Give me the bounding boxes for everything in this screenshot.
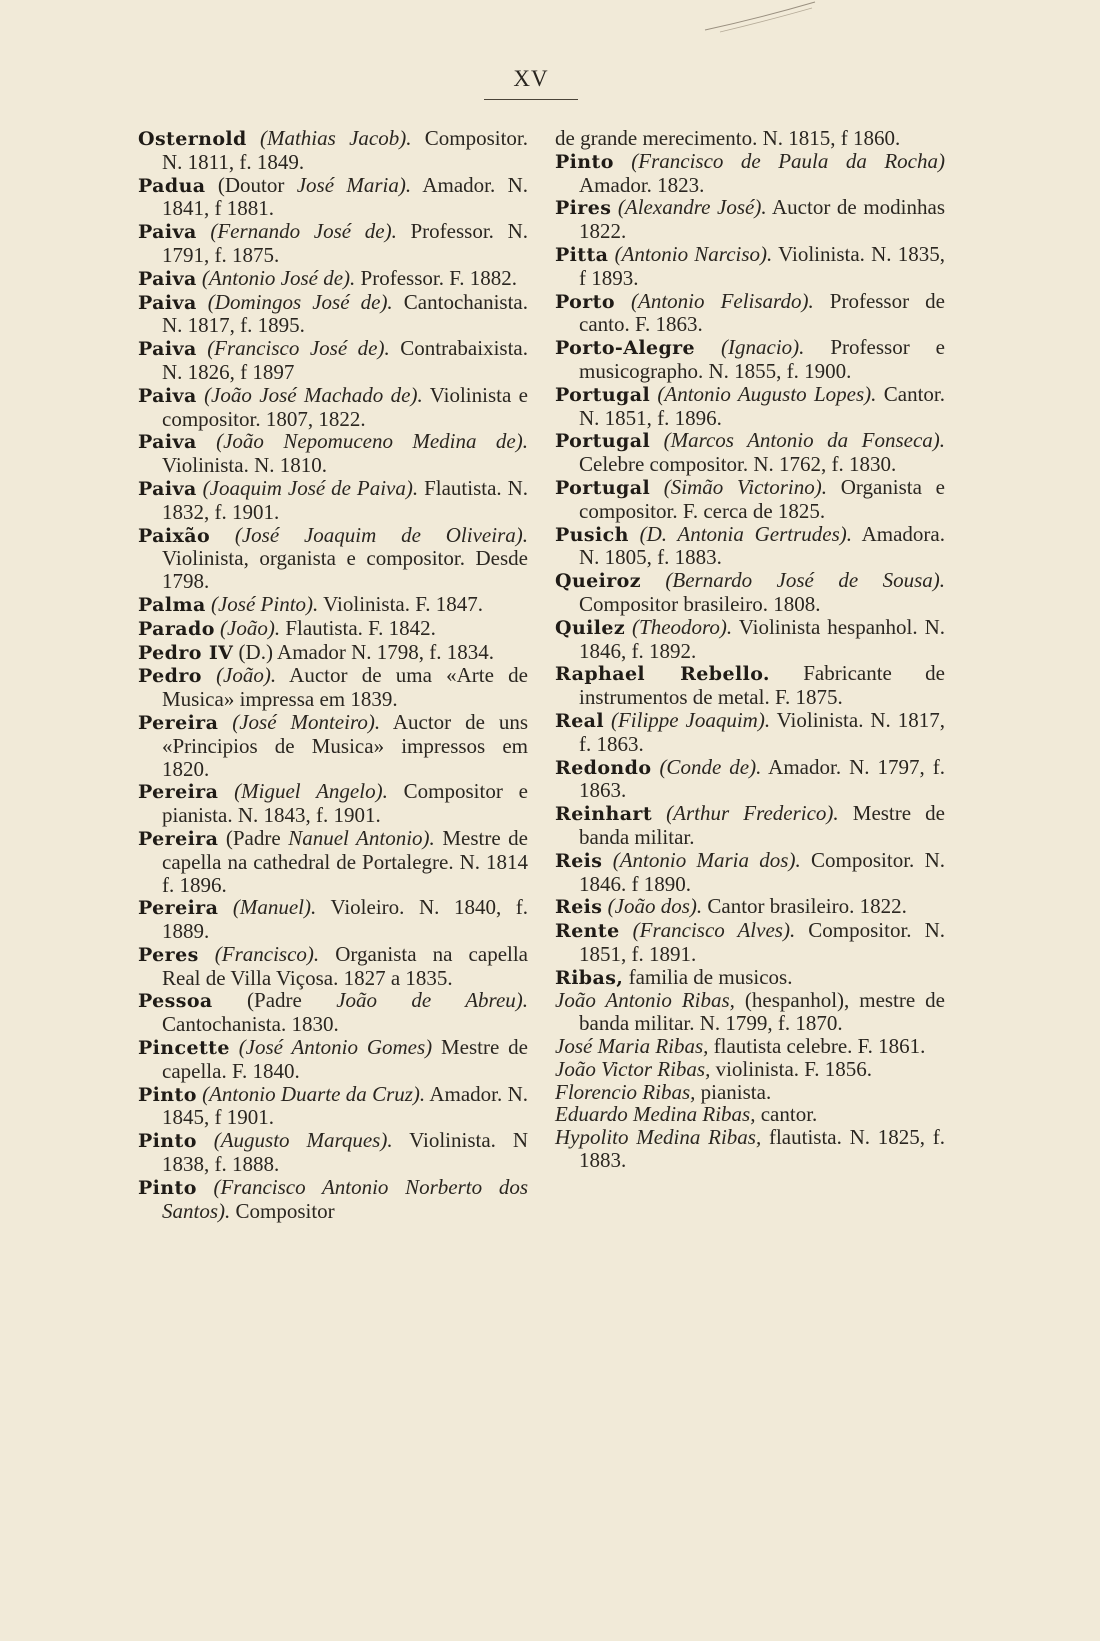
entry-name: Florencio Ribas,: [555, 1079, 696, 1104]
entry-details: Contrabaixista. N. 1826, f 1897: [162, 336, 528, 384]
entry-details: Amador. 1823.: [579, 172, 705, 197]
dictionary-entry: [555, 895, 945, 919]
dictionary-entry: [138, 524, 528, 593]
entry-details: pianista.: [695, 1079, 772, 1104]
entry-details: Compositor. N. 1846. f 1890.: [579, 847, 946, 896]
dictionary-entry: [138, 127, 528, 174]
entry-details: Compositor e pianista. N. 1843, f. 1901.: [162, 779, 529, 828]
dictionary-entry: [138, 174, 528, 221]
dictionary-entry: [555, 709, 945, 756]
entry-name: (Bernardo José de Sousa).: [665, 568, 945, 593]
entry-details: flautista celebre. F. 1861.: [708, 1034, 926, 1059]
entry-details: Celebre compositor. N. 1762, f. 1830.: [579, 452, 897, 477]
dictionary-entry: [138, 593, 528, 617]
entry-details: Amadora. N. 1805, f. 1883.: [579, 521, 945, 570]
entry-headword: Pereira: [138, 711, 219, 734]
entry-name: (Simão Victorino).: [663, 474, 827, 499]
entry-headword: Pinto: [138, 1176, 197, 1199]
entry-details: Fabricante de instrumentos de metal. F. 1875.: [579, 661, 945, 710]
entry-headword: Paiva: [138, 384, 197, 407]
entry-details: familia de musicos.: [623, 964, 793, 989]
entry-details: flautista. N. 1825, f. 1883.: [579, 1125, 945, 1173]
entry-name: (José Monteiro).: [232, 709, 381, 734]
entry-name: (João dos).: [607, 894, 703, 919]
dictionary-entry: [555, 802, 945, 849]
entry-details: Mestre de banda militar.: [579, 801, 946, 849]
entry-headword: Rente: [555, 920, 620, 943]
dictionary-entry: [555, 383, 945, 430]
dictionary-entry: [138, 617, 528, 641]
dictionary-entry: [138, 1083, 528, 1130]
entry-name: João de Abreu).: [336, 988, 529, 1013]
dictionary-entry: [555, 1126, 945, 1172]
entry-headword: Portugal: [555, 430, 651, 453]
dictionary-entry: [138, 1036, 528, 1083]
entry-name: Nanuel Antonio).: [288, 825, 435, 850]
entry-details: Flautista. F. 1842.: [280, 615, 436, 640]
entry-headword: Pessoa: [138, 990, 213, 1013]
entry-name: (José Antonio Gomes): [238, 1035, 433, 1060]
entry-details: Violinista hespanhol. N. 1846, f. 1892.: [579, 614, 945, 663]
entry-details: (Doutor: [205, 172, 297, 197]
entry-name: (José Pinto).: [210, 591, 319, 616]
dictionary-entry: [555, 243, 945, 290]
dictionary-entry: [138, 664, 528, 711]
entry-headword: Palma: [138, 593, 206, 616]
entry-name: (Francisco Antonio Norberto dos Santos).: [162, 1174, 528, 1223]
entry-name: (Joaquim José de Paiva).: [202, 475, 419, 500]
entry-details: Amador. N. 1797, f. 1863.: [579, 754, 946, 803]
dictionary-entry: [138, 220, 528, 267]
entry-name: (Domingos José de).: [207, 289, 393, 314]
entry-name: (Filippe Joaquim).: [610, 707, 771, 732]
dictionary-entry: [555, 476, 945, 523]
entry-details: Violeiro. N. 1840, f. 1889.: [162, 895, 528, 944]
entry-name: (Francisco de Paula da Rocha): [631, 148, 945, 173]
entry-name: José Maria Ribas,: [555, 1034, 709, 1059]
dictionary-entry: [555, 756, 945, 803]
dictionary-entry: [138, 1176, 528, 1223]
entry-headword: Pinto: [138, 1083, 197, 1106]
entry-name: (Augusto Marques).: [213, 1128, 393, 1153]
entry-details: Amador. N. 1841, f 1881.: [162, 172, 528, 221]
entry-details: Mestre de capella na cathedral de Portalegre. N. 1814 f. 1896.: [162, 825, 528, 897]
entry-name: (Francisco José de).: [207, 336, 390, 361]
dictionary-entry: [555, 196, 945, 243]
dictionary-entry: [555, 523, 945, 570]
entry-details: Violinista. F. 1847.: [318, 591, 483, 616]
entry-headword: Real: [555, 709, 605, 732]
entry-details: cantor.: [755, 1102, 818, 1127]
entry-headword: Paiva: [138, 267, 197, 290]
entry-headword: Padua: [138, 174, 206, 197]
dictionary-entry: [138, 291, 528, 338]
dictionary-entry: [138, 943, 528, 990]
entry-headword: Quilez: [555, 616, 626, 639]
entry-details: Violinista. N. 1817, f. 1863.: [579, 707, 945, 756]
entry-name: Eduardo Medina Ribas,: [555, 1102, 756, 1127]
entry-headword: Parado: [138, 617, 215, 640]
right-column: [555, 127, 945, 1172]
dictionary-entry: [555, 429, 945, 476]
entry-details: Compositor. N. 1851, f. 1891.: [579, 918, 946, 966]
entry-headword: Pincette: [138, 1037, 230, 1060]
entry-details: Compositor: [230, 1198, 335, 1223]
entry-headword: Porto: [555, 290, 615, 313]
entry-name: (Francisco Alves).: [632, 918, 796, 943]
entry-details: Violinista. N. 1835, f 1893.: [579, 241, 945, 290]
entry-name: (Ignacio).: [721, 335, 805, 360]
dictionary-entry: [138, 989, 528, 1036]
entry-name: (José Joaquim de Oliveira).: [234, 522, 528, 547]
left-column: [138, 127, 528, 1222]
entry-headword: Redondo: [555, 756, 652, 779]
entry-name: (Antonio José de).: [201, 265, 356, 290]
entry-name: (Arthur Frederico).: [666, 801, 839, 826]
entry-headword: Pinto: [555, 150, 614, 173]
entry-details: Professor. F. 1882.: [355, 265, 517, 290]
entry-name: (João).: [216, 663, 277, 688]
entry-details: Organista na capella Real de Villa Viçosa. 1827 a 1835.: [162, 941, 528, 990]
entry-headword: Porto-Alegre: [555, 337, 696, 360]
dictionary-entry: [138, 267, 528, 291]
dictionary-entry: [138, 384, 528, 431]
entry-details: Compositor. N. 1811, f. 1849.: [162, 126, 528, 174]
entry-details: Flautista. N. 1832, f. 1901.: [162, 475, 529, 524]
entry-name: José Maria).: [296, 172, 412, 197]
entry-details: Auctor de modinhas 1822.: [579, 195, 945, 244]
paper-stain-mark: [700, 0, 820, 40]
entry-headword: Portugal: [555, 383, 651, 406]
entry-name: Hypolito Medina Ribas,: [555, 1125, 762, 1150]
entry-name: (João Nepomuceno Medina de).: [216, 429, 528, 454]
dictionary-entry: [138, 896, 528, 943]
entry-name: (João José Machado de).: [204, 382, 423, 407]
entry-headword: Paiva: [138, 221, 197, 244]
entry-headword: Raphael Rebello.: [555, 663, 770, 686]
entry-headword: Paiva: [138, 431, 197, 454]
entry-headword: Paiva: [138, 291, 197, 314]
entry-name: (Antonio Narciso).: [614, 241, 773, 266]
dictionary-entry: [555, 1081, 945, 1104]
entry-headword: Paiva: [138, 477, 197, 500]
entry-name: (Manuel).: [232, 895, 317, 920]
entry-headword: Pedro: [138, 665, 202, 688]
entry-headword: Pinto: [138, 1130, 197, 1153]
entry-name: (Alexandre José).: [617, 195, 767, 220]
entry-name: (Antonio Augusto Lopes).: [657, 381, 877, 406]
dictionary-entry: [138, 711, 528, 780]
header-rule: [484, 99, 578, 100]
entry-name: (Antonio Felisardo).: [631, 288, 814, 313]
entry-name: João Antonio Ribas,: [555, 988, 735, 1013]
entry-details: Violinista e compositor. 1807, 1822.: [162, 382, 528, 431]
entry-details: Cantochanista. 1830.: [162, 1012, 339, 1037]
entry-details: (D.) Amador N. 1798, f. 1834.: [233, 639, 494, 664]
dictionary-entry: [555, 290, 945, 337]
entry-name: (Antonio Maria dos).: [612, 847, 801, 872]
entry-name: (Miguel Angelo).: [234, 779, 388, 804]
dictionary-entry: [555, 336, 945, 383]
entry-headword: Pereira: [138, 781, 219, 804]
entry-headword: Paixão: [138, 524, 211, 547]
entry-name: (Francisco).: [214, 941, 320, 966]
entry-details: Professor e musicographo. N. 1855, f. 1900.: [579, 335, 945, 383]
dictionary-entry: [555, 919, 945, 966]
entry-details: Cantor. N. 1851, f. 1896.: [579, 381, 945, 430]
entry-name: (Marcos Antonio da Fonseca).: [663, 428, 946, 453]
dictionary-entry: [138, 477, 528, 524]
dictionary-entry: [555, 1103, 945, 1126]
entry-details: (hespanhol), mestre de banda militar. N. 1799, f. 1870.: [579, 988, 945, 1036]
dictionary-entry: [138, 1129, 528, 1176]
dictionary-entry: [555, 150, 945, 197]
dictionary-entry: [555, 1058, 945, 1081]
entry-headword: Pedro IV: [138, 641, 234, 664]
dictionary-entry: [138, 337, 528, 384]
page-number: XV: [513, 66, 549, 91]
entry-details: Organista e compositor. F. cerca de 1825.: [579, 474, 945, 523]
entry-headword: Paiva: [138, 338, 197, 361]
entry-headword: Reinhart: [555, 803, 653, 826]
entry-name: (Theodoro).: [632, 614, 733, 639]
entry-details: violinista. F. 1856.: [710, 1056, 873, 1081]
entry-details: Violinista, organista e compositor. Desde 1798.: [162, 546, 528, 594]
entry-headword: Pusich: [555, 523, 629, 546]
dictionary-entry: [555, 569, 945, 616]
entry-details: Cantochanista. N. 1817, f. 1895.: [162, 289, 529, 338]
entry-details: (Padre: [218, 825, 289, 850]
entry-name: (D. Antonia Gertrudes).: [639, 521, 853, 546]
entry-details: Professor. N. 1791, f. 1875.: [162, 219, 528, 267]
entry-details: Professor de canto. F. 1863.: [579, 288, 945, 337]
entry-headword: Peres: [138, 943, 199, 966]
entry-details: Cantor brasileiro. 1822.: [702, 894, 907, 919]
entry-details: Mestre de capella. F. 1840.: [162, 1035, 529, 1083]
dictionary-entry: [555, 966, 945, 990]
entry-headword: Pereira: [138, 827, 219, 850]
entry-headword: Reis: [555, 849, 603, 872]
entry-headword: Pires: [555, 197, 612, 220]
dictionary-entry: [138, 641, 528, 665]
entry-headword: Pereira: [138, 897, 219, 920]
dictionary-entry: [138, 430, 528, 477]
dictionary-entry: [555, 616, 945, 663]
entry-name: (João).: [220, 615, 281, 640]
entry-details: Compositor brasileiro. 1808.: [579, 591, 821, 616]
entry-headword: Ribas,: [555, 966, 624, 989]
entry-continuation: de grande merecimento. N. 1815, f 1860.: [555, 126, 901, 150]
dictionary-entry: [555, 662, 945, 709]
entry-details: Auctor de uma «Arte de Musica» impressa em 1839.: [162, 663, 528, 712]
dictionary-entry: [138, 827, 528, 896]
entry-details: Amador. N. 1845, f 1901.: [162, 1081, 528, 1130]
entry-details: (Padre: [212, 988, 337, 1013]
entry-name: João Victor Ribas,: [555, 1056, 711, 1081]
entry-details: Violinista. N 1838, f. 1888.: [162, 1128, 529, 1177]
dictionary-entry: [555, 989, 945, 1035]
entry-name: (Conde de).: [659, 754, 762, 779]
dictionary-entry: [555, 1035, 945, 1058]
entry-headword: Reis: [555, 896, 603, 919]
entry-headword: Osternold: [138, 128, 247, 150]
dictionary-entry: [555, 127, 945, 150]
entry-details: Auctor de uns «Principios de Musica» impressos em 1820.: [162, 709, 528, 781]
dictionary-entry: [555, 849, 945, 896]
entry-name: (Antonio Duarte da Cruz).: [202, 1081, 426, 1106]
entry-headword: Portugal: [555, 476, 651, 499]
entry-headword: Queiroz: [555, 570, 641, 593]
entry-details: Violinista. N. 1810.: [162, 453, 327, 478]
dictionary-entry: [138, 780, 528, 827]
entry-headword: Pitta: [555, 243, 609, 266]
entry-name: (Mathias Jacob).: [259, 126, 412, 150]
entry-name: (Fernando José de).: [210, 219, 397, 244]
